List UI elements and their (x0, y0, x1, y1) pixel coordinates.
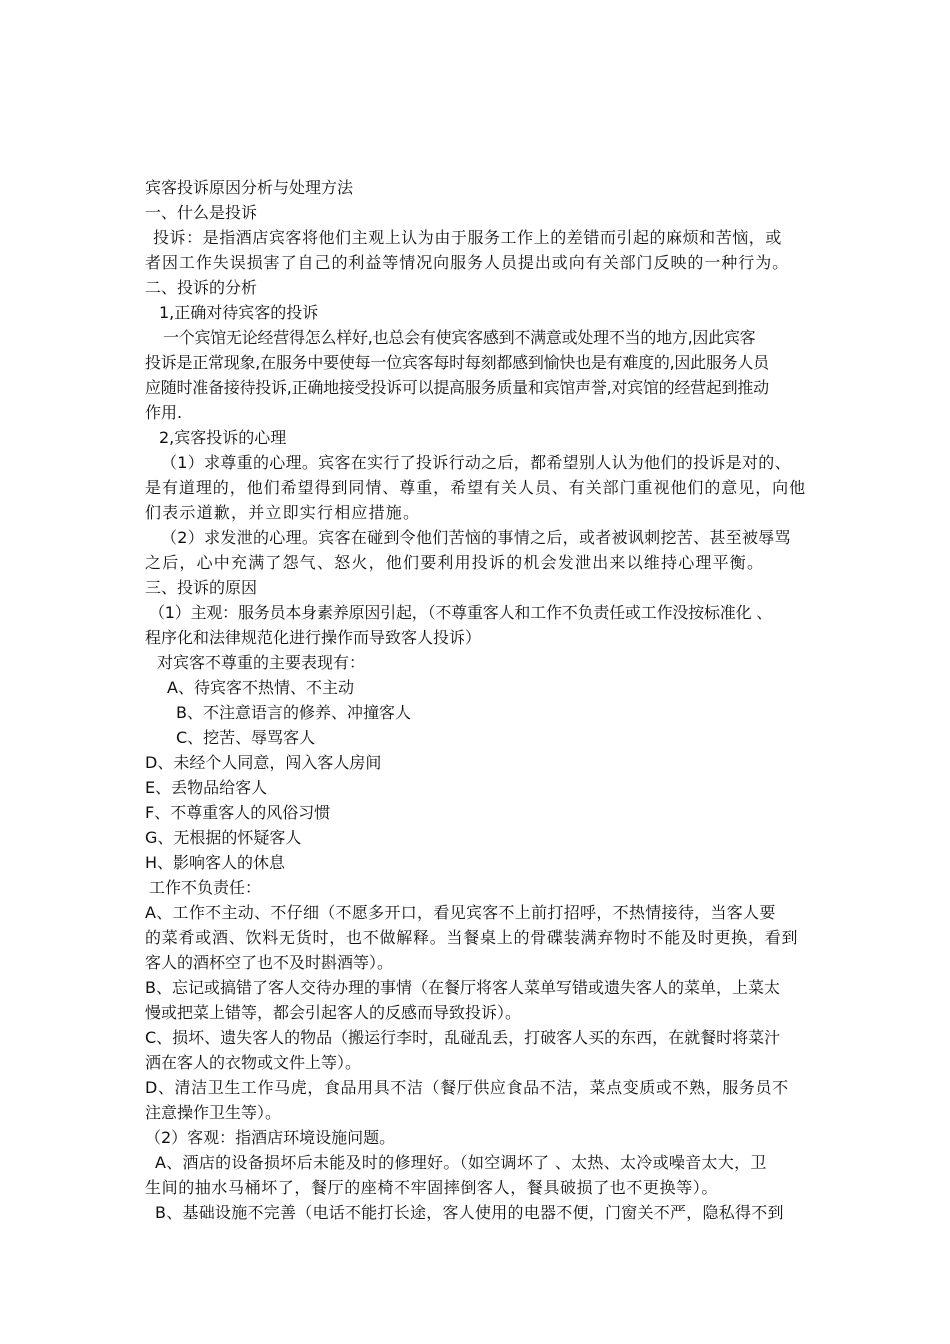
paragraph-line: 程序化和法律规范化进行操作而导致客人投诉） (145, 628, 482, 647)
subheading-complaint-psychology: 2,宾客投诉的心理 (159, 428, 287, 447)
paragraph-line: D、清洁卫生工作马虎，食品用具不洁（餐厅供应食品不洁，菜点变质或不熟，服务员不 (145, 1078, 789, 1097)
subheading-objective-causes: （2）客观：指酒店环境设施问题。 (145, 1128, 396, 1147)
paragraph-line: B、基础设施不完善（电话不能打长途，客人使用的电器不便，门窗关不严，隐私得不到 (155, 1203, 784, 1222)
paragraph-line: （1）主观：服务员本身素养原因引起，（不尊重客人和工作不负责任或工作没按标准化 、 (149, 603, 773, 622)
paragraph-line: 一个宾馆无论经营得怎么样好,也总会有使宾客感到不满意或处理不当的地方,因此宾客 (163, 328, 756, 347)
list-item: H、影响客人的休息 (145, 853, 286, 872)
list-item: G、无根据的怀疑客人 (145, 828, 302, 847)
paragraph-line: 慢或把菜上错等，都会引起客人的反感而导致投诉）。 (145, 1003, 522, 1022)
paragraph-line: 投诉：是指酒店宾客将他们主观上认为由于服务工作上的差错而引起的麻烦和苦恼，或 (153, 228, 782, 247)
list-item: A、待宾客不热情、不主动 (167, 678, 354, 697)
paragraph-line: 是有道理的，他们希望得到同情、尊重，希望有关人员、有关部门重视他们的意见，向他 (145, 478, 807, 497)
list-item: B、不注意语言的修养、冲撞客人 (176, 703, 411, 722)
paragraph-line: 洒在客人的衣物或文件上等）。 (145, 1053, 362, 1072)
heading-what-is-complaint: 一、什么是投诉 (145, 203, 258, 222)
list-item: C、挖苦、辱骂客人 (176, 728, 316, 747)
list-item: E、丢物品给客人 (145, 778, 268, 797)
paragraph-line: B、忘记或搞错了客人交待办理的事情（在餐厅将客人菜单写错或遗失客人的菜单，上菜太 (145, 978, 780, 997)
paragraph-line: A、酒店的设备损坏后未能及时的修理好。（如空调坏了 、太热、太冷或噪音太大，卫 (155, 1153, 767, 1172)
paragraph-line: 投诉是正常现象,在服务中要使每一位宾客每时每刻都感到愉快也是有难度的,因此服务人员 (145, 353, 769, 372)
paragraph-line: C、损坏、遗失客人的物品（搬运行李时，乱碰乱丢，打破客人买的东西，在就餐时将菜汁 (145, 1028, 781, 1047)
list-item: D、未经个人同意，闯入客人房间 (145, 753, 382, 772)
paragraph-line: 生间的抽水马桶坏了，餐厅的座椅不牢固摔倒客人，餐具破损了也不更换等）。 (145, 1178, 719, 1197)
paragraph-line: （2）求发泄的心理。宾客在碰到令他们苦恼的事情之后，或者被讽刺挖苦、甚至被辱骂 (161, 528, 791, 547)
list-intro: 对宾客不尊重的主要表现有： (157, 653, 366, 672)
list-item: F、不尊重客人的风俗习惯 (145, 803, 331, 822)
paragraph-line: A、工作不主动、不仔细（不愿多开口，看见宾客不上前打招呼，不热情接待，当客人要 (145, 903, 776, 922)
paragraph-line: 们表示道歉，并立即实行相应措施。 (145, 503, 421, 522)
heading-complaint-analysis: 二、投诉的分析 (145, 278, 258, 297)
heading-complaint-causes: 三、投诉的原因 (145, 578, 258, 597)
paragraph-line: 之后，心中充满了怨气、怒火，他们要利用投诉的机会发泄出来以维持心理平衡。 (145, 553, 765, 572)
paragraph-line: 者因工作失误损害了自己的利益等情况向服务人员提出或向有关部门反映的一种行为。 (145, 253, 790, 272)
list-intro: 工作不负责任： (149, 878, 262, 897)
paragraph-line: （1）求尊重的心理。宾客在实行了投诉行动之后，都希望别人认为他们的投诉是对的、 (161, 453, 791, 472)
paragraph-line: 作用. (145, 403, 183, 422)
paragraph-line: 的菜肴或酒、饮料无货时，也不做解释。当餐桌上的骨碟装满弃物时不能及时更换，看到 (145, 928, 799, 947)
paragraph-line: 客人的酒杯空了也不及时斟酒等）。 (145, 953, 394, 972)
paragraph-line: 注意操作卫生等）。 (145, 1103, 282, 1122)
subheading-treat-complaints: 1,正确对待宾客的投诉 (159, 303, 319, 322)
document-title: 宾客投诉原因分析与处理方法 (145, 178, 354, 197)
paragraph-line: 应随时准备接待投诉,正确地接受投诉可以提高服务质量和宾馆声誉,对宾馆的经营起到推动 (145, 378, 769, 397)
